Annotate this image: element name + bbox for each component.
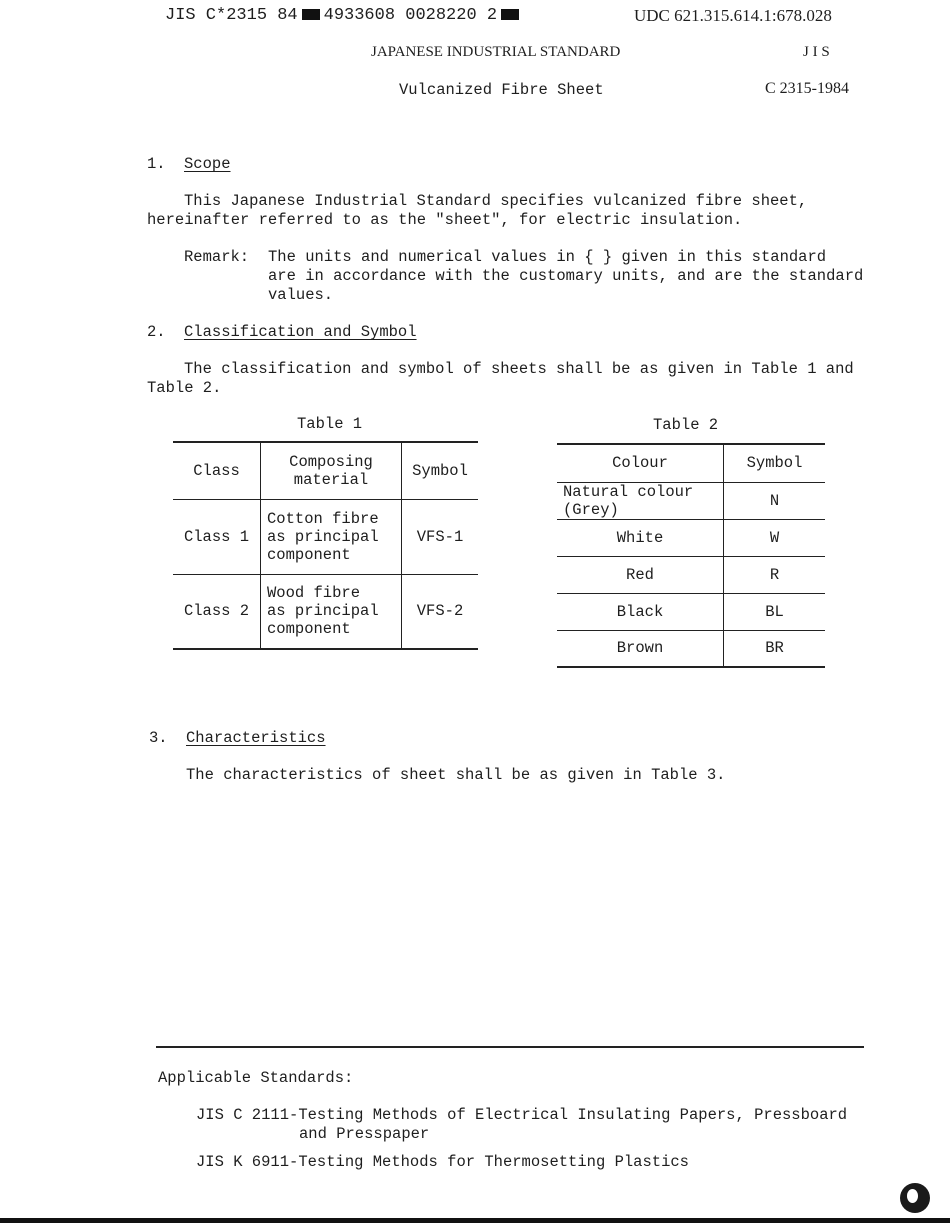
table-2-header-symbol: Symbol xyxy=(746,454,803,473)
colour-line: (Grey) xyxy=(563,500,619,519)
table-1-class-cell: Class 2 xyxy=(173,574,261,649)
applicable-line: and Presspaper xyxy=(299,1125,430,1143)
scan-code xyxy=(165,6,523,25)
table-1-symbol-cell: VFS-1 xyxy=(416,527,464,546)
footer-divider xyxy=(156,1046,864,1048)
classification-line: The classification and symbol of sheets shall be as given in Table 1 and xyxy=(184,360,854,378)
section-1-number: 1. xyxy=(147,155,166,173)
table-row xyxy=(557,593,825,630)
classification-line: Table 2. xyxy=(147,379,222,397)
table-2-symbol-cell: R xyxy=(769,565,780,584)
table-2-colour-cell: White xyxy=(557,519,724,556)
table-2-header-row xyxy=(557,444,825,482)
remark-line: are in accordance with the customary units, and are the standard xyxy=(268,267,864,285)
table-1-material-cell xyxy=(261,499,402,574)
table1-caption: Table 1 xyxy=(297,415,363,433)
material-line: as principal xyxy=(267,527,379,546)
table-1-header-material xyxy=(261,442,402,499)
characteristics-text: The characteristics of sheet shall be as given in Table 3. xyxy=(186,766,726,784)
table-1-header-material-line: material xyxy=(293,470,369,489)
scan-block-icon xyxy=(501,9,519,20)
table-1-material-cell xyxy=(261,574,402,649)
section-3-number: 3. xyxy=(149,729,168,747)
material-line: as principal xyxy=(267,602,379,621)
scope-line: This Japanese Industrial Standard specifies vulcanized fibre sheet, xyxy=(184,192,808,210)
table-row xyxy=(557,556,825,593)
table-1-header-class: Class xyxy=(173,442,261,499)
applicable-item-1 xyxy=(196,1106,847,1144)
bottom-scan-edge xyxy=(0,1218,950,1223)
table-2-colour-cell: Black xyxy=(557,593,724,630)
table-2-colour-cell xyxy=(557,482,724,519)
scope-line: hereinafter referred to as the "sheet", for electric insulation. xyxy=(147,211,743,229)
section-3-heading: Characteristics xyxy=(186,729,326,747)
colour-line: Natural colour xyxy=(563,482,694,501)
scan-code-prefix: JIS C*2315 84 xyxy=(165,6,298,25)
table-2 xyxy=(557,443,825,668)
material-line: component xyxy=(267,620,351,639)
table-2-symbol-cell: BR xyxy=(765,639,784,658)
remark-text xyxy=(268,248,863,305)
section-2-number: 2. xyxy=(147,323,166,341)
table-1-header-row xyxy=(173,442,478,499)
applicable-line: JIS C 2111-Testing Methods of Electrical Insulating Papers, Pressboard xyxy=(196,1106,848,1124)
table-2-colour-cell: Red xyxy=(557,556,724,593)
scope-text xyxy=(147,192,807,230)
material-line: component xyxy=(267,545,351,564)
table-2-symbol-cell: BL xyxy=(765,602,784,621)
remark-label: Remark: xyxy=(184,248,250,266)
table-2-symbol-cell: W xyxy=(769,528,780,547)
globe-stamp-icon xyxy=(900,1183,930,1213)
jis-mark: J I S xyxy=(803,44,830,60)
table-row xyxy=(557,630,825,667)
table-row xyxy=(557,519,825,556)
table2-caption: Table 2 xyxy=(653,416,719,434)
standard-org: JAPANESE INDUSTRIAL STANDARD xyxy=(371,44,621,60)
table-1-header-material-line: Composing xyxy=(289,452,373,471)
document-title: Vulcanized Fibre Sheet xyxy=(399,81,604,99)
applicable-heading: Applicable Standards: xyxy=(158,1069,354,1087)
applicable-item-2: JIS K 6911-Testing Methods for Thermosetting Plastics xyxy=(196,1153,689,1171)
section-2-heading: Classification and Symbol xyxy=(184,323,417,341)
remark-line: The units and numerical values in { } given in this standard xyxy=(268,248,827,266)
table-row xyxy=(173,499,478,574)
udc-code: UDC 621.315.614.1:678.028 xyxy=(634,6,832,25)
table-1-header-symbol: Symbol xyxy=(412,461,468,480)
table-2-symbol-cell: N xyxy=(769,491,780,510)
table-1 xyxy=(173,441,478,650)
table-row xyxy=(173,574,478,649)
material-line: Wood fibre xyxy=(267,584,361,603)
standard-number: C 2315-1984 xyxy=(765,80,849,97)
scan-block-icon xyxy=(302,9,320,20)
classification-text xyxy=(147,360,854,398)
remark-line: values. xyxy=(268,286,334,304)
scan-code-mid: 4933608 0028220 2 xyxy=(323,6,498,25)
table-row xyxy=(557,482,825,519)
table-2-header-colour: Colour xyxy=(557,444,724,482)
table-1-symbol-cell: VFS-2 xyxy=(416,602,464,621)
section-1-heading: Scope xyxy=(184,155,231,173)
table-2-colour-cell: Brown xyxy=(557,630,724,667)
table-1-class-cell: Class 1 xyxy=(173,499,261,574)
material-line: Cotton fibre xyxy=(267,509,379,528)
